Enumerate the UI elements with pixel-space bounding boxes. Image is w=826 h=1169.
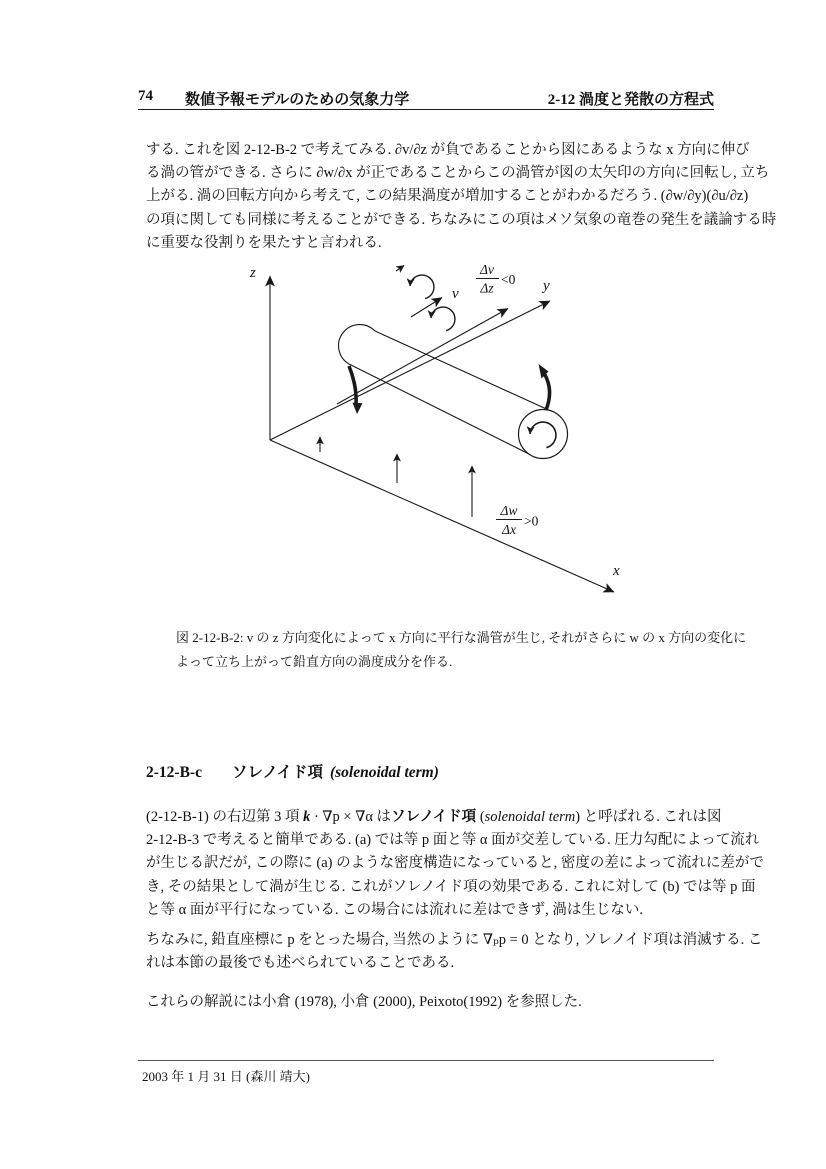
subsection-title-en: (solenoidal term)	[329, 764, 439, 781]
page-number: 74	[138, 88, 153, 104]
w-arrows	[320, 437, 472, 517]
figure-vortex-tube-diagram	[245, 252, 640, 607]
y-axis-label: y	[543, 278, 550, 294]
caption-line: 図 2-12-B-2: v の z 方向変化によって x 方向に平行な渦管が生じ, それがさらに w の x 方向の変化に	[176, 630, 747, 645]
x-axis-label: x	[613, 563, 620, 579]
lower-rotation-hook-icon	[431, 307, 455, 331]
section-running-title: 2-12 渦度と発散の方程式	[547, 92, 714, 108]
text-line: る渦の管ができる. さらに ∂w/∂x が正であることからこの渦管が図の太矢印の方向に回転し, 立ち	[146, 165, 770, 182]
tilting-arrows	[349, 364, 550, 414]
text-line: これらの解説には小倉 (1978), 小倉 (2000), Peixoto(1992) を参照した.	[146, 994, 582, 1010]
text-line: の項に関しても同様に考えることができる. ちなみにこの項はメソ気象の竜巻の発生を議論する時	[146, 211, 777, 228]
tube-end-face	[519, 410, 568, 459]
tilt-fraction-label	[496, 503, 539, 537]
shear-relation: <0	[501, 272, 516, 287]
rotation-hooks	[410, 275, 455, 331]
paragraph-1	[146, 139, 776, 255]
text-line: に重要な役割りを果たすと言われる.	[146, 234, 382, 251]
text-line: する. これを図 2-12-B-2 で考えてみる. ∂v/∂z が負であることから図にあるような x 方向に伸び	[146, 142, 750, 158]
text-line: れは本節の最後でも述べられていることである.	[146, 955, 455, 972]
paragraph-4	[146, 991, 582, 1014]
v-label: v	[452, 286, 459, 302]
shear-numerator: Δv	[480, 262, 494, 277]
paragraph-3	[146, 929, 762, 975]
book-title: 数値予報モデルのための気象力学	[185, 92, 410, 108]
text-line: ちなみに, 鉛直座標に p をとった場合, 当然のように ∇ₚp = 0 となり, ソレノイド項は消滅する. こ	[146, 932, 763, 948]
vortex-tube	[339, 325, 568, 459]
subsection-title-jp: ソレノイド項	[231, 764, 323, 781]
text-line: 2-12-B-3 で考えると簡単である. (a) では等 p 面と等 α 面が交差している. 圧力勾配によって流れ	[146, 832, 760, 849]
lower-v-arrow	[337, 309, 508, 405]
upper-v-arrow	[396, 266, 404, 272]
tilt-numerator: Δw	[500, 503, 518, 518]
subsection-heading	[146, 760, 439, 782]
footer-rule	[138, 1060, 714, 1061]
footer-date-author: 2003 年 1 月 31 日 (森川 靖大)	[142, 1069, 310, 1084]
figure-caption	[176, 626, 746, 674]
shear-fraction-label	[476, 262, 516, 296]
middle-v-arrow	[411, 298, 442, 318]
tube-bottom-edge	[349, 364, 533, 456]
x-axis	[270, 440, 614, 592]
page-header	[138, 88, 714, 109]
text-line: 上がる. 渦の回転方向から考えて, この結果渦度が増加することがわかるだろう. (∂w/∂y)(∂u/∂z)	[146, 188, 749, 205]
shear-denominator: Δz	[480, 280, 494, 296]
z-axis-label: z	[250, 265, 256, 281]
subsection-number: 2-12-B-c	[146, 764, 202, 781]
left-tilt-arrow	[349, 366, 356, 404]
paragraph-2	[146, 806, 764, 922]
caption-line: よって立ち上がって鉛直方向の渦度成分を作る.	[176, 654, 453, 669]
left-tilt-arrowhead-icon	[353, 403, 363, 414]
text-line: と等 α 面が平行になっている. この場合には流れに差はできず, 渦は生じない.	[146, 901, 643, 918]
header-rule	[138, 109, 714, 110]
right-tilt-arrow	[544, 373, 550, 410]
upper-rotation-hook-icon	[410, 275, 434, 299]
header-left	[138, 88, 409, 109]
tube-left-cap	[339, 325, 375, 364]
tilt-relation: >0	[524, 513, 539, 529]
text-line: が生じる訳だが, この際に (a) のような密度構造になっていると, 密度の差によって流れに差がで	[146, 855, 764, 872]
text-line: (2-12-B-1) の右辺第 3 項 k · ∇p × ∇α はソレノイド項 (solenoidal term) と呼ばれる. これは図	[146, 809, 722, 825]
text-line: き, その結果として渦が生じる. これがソレノイド項の効果である. これに対して (b) では等 p 面	[146, 878, 756, 895]
tilt-denominator: Δx	[502, 522, 516, 537]
y-axis	[270, 301, 550, 440]
